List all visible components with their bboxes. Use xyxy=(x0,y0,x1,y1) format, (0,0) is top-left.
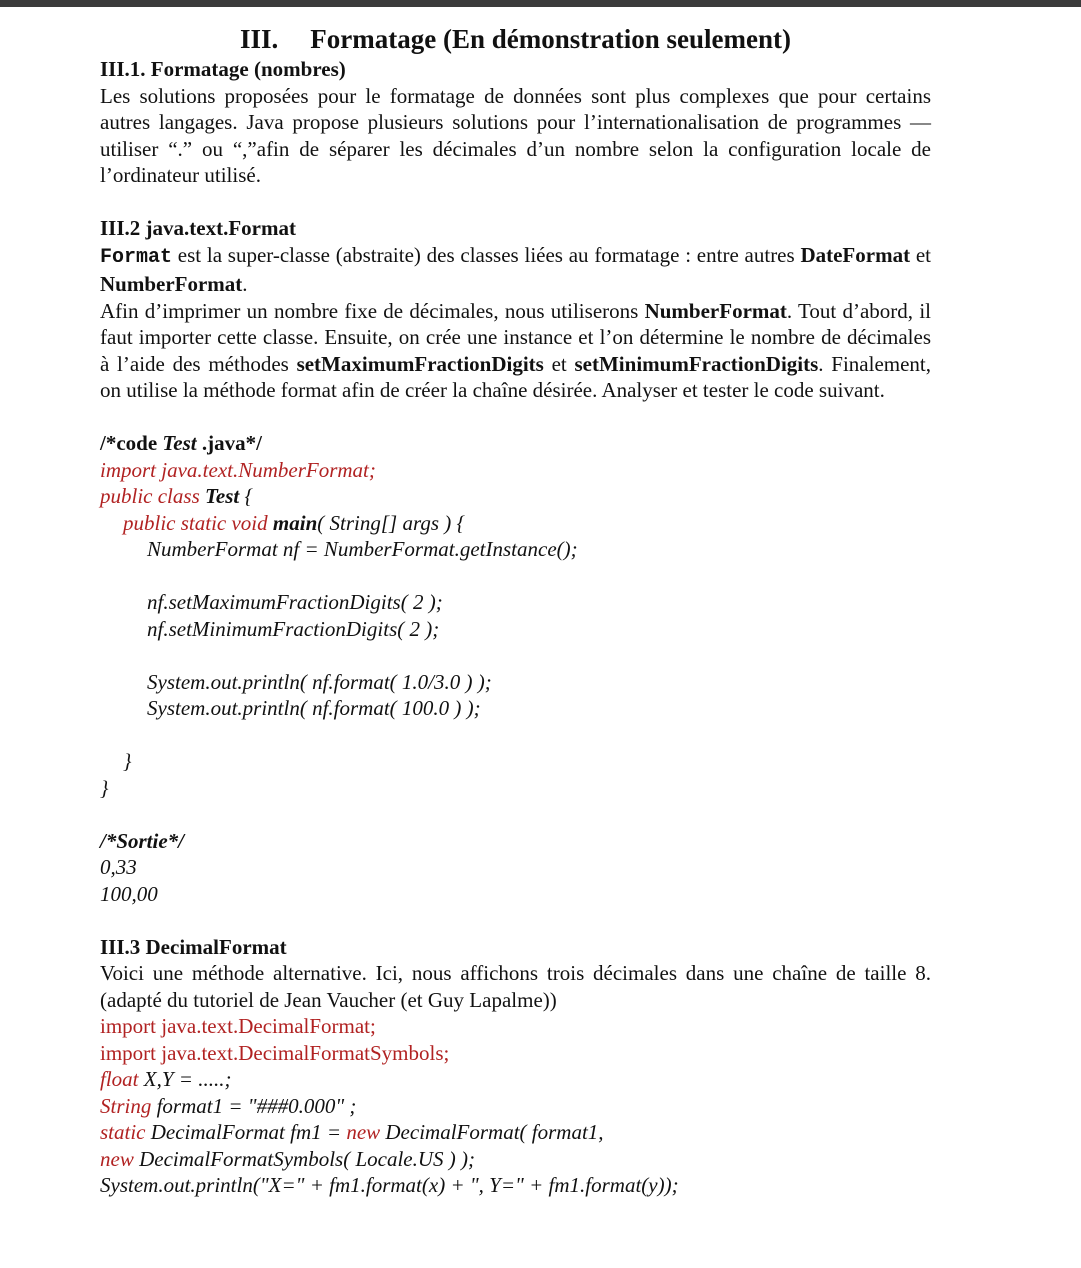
output-label: /*Sortie*/ xyxy=(100,828,185,853)
output-value: 0,33 xyxy=(100,855,137,879)
code-line: float X,Y = .....; xyxy=(100,1067,232,1091)
code-line: System.out.println("X=" + fm1.format(x) + ", Y=" + fm1.format(y)); xyxy=(100,1173,679,1197)
document-page xyxy=(100,22,931,1199)
code-main-line: public static void main( String[] args ) { xyxy=(123,510,465,535)
output-block xyxy=(100,828,931,908)
output-value: 100,00 xyxy=(100,881,158,906)
code-class-line: public class Test { xyxy=(100,484,253,508)
code-import-line: import java.text.DecimalFormat; xyxy=(100,1014,376,1038)
paragraph-format-class: Format est la super-classe (abstraite) des classes liées au formatage : entre autres DateFormat et NumberFormat. xyxy=(100,242,931,296)
paragraph-decimalformat: Voici une méthode alternative. Ici, nous affichons trois décimales dans une chaîne de taille 8. (adapté du tutoriel de Jean Vaucher (et Guy Lapalme)) xyxy=(100,961,931,1012)
paragraph-numberformat: Afin d’imprimer un nombre fixe de décimales, nous utiliserons NumberFormat. Tout d’abord, il faut importer cette classe. Ensuite, on crée une instance et l’on détermine le nombre de décimales à l’aide des méthodes setMaximumFractionDigits et setMinimumFractionDigits. Finalement, on utilise la méthode format afin de créer la chaîne désirée. Analyser et tester le code suivant. xyxy=(100,298,932,402)
code-block-decimalformat xyxy=(100,1013,931,1199)
subsection-heading-1: III.1. Formatage (nombres) xyxy=(100,57,346,81)
code-line: new DecimalFormatSymbols( Locale.US ) ); xyxy=(100,1146,476,1171)
code-import-line: import java.text.DecimalFormatSymbols; xyxy=(100,1040,450,1065)
paragraph-formatage: Les solutions proposées pour le formatage de données sont plus complexes que pour certains autres langages. Java propose plusieurs solutions pour l’internationalisation de programmes — utiliser “.” ou “,”afin de séparer les décimales d’un nombre selon la configuration locale de l’ordinateur utilisé. xyxy=(100,83,931,187)
subsection-heading-2: III.2 java.text.Format xyxy=(100,216,296,240)
code-line: nf.setMinimumFractionDigits( 2 ); xyxy=(147,616,440,641)
code-block-test xyxy=(100,430,931,801)
format-code-word: Format xyxy=(100,245,173,269)
code-line: System.out.println( nf.format( 1.0/3.0 ) ); xyxy=(147,669,492,694)
code-line: String format1 = "###0.000" ; xyxy=(100,1093,357,1118)
code-close-brace: } xyxy=(100,775,109,800)
code-line: NumberFormat nf = NumberFormat.getInstance(); xyxy=(147,537,578,561)
section-number: III. xyxy=(240,24,279,54)
section-title xyxy=(100,22,931,56)
window-top-bar xyxy=(0,0,1081,7)
code-line: System.out.println( nf.format( 100.0 ) ); xyxy=(147,696,481,720)
code-line: nf.setMaximumFractionDigits( 2 ); xyxy=(147,590,443,614)
code-close-brace: } xyxy=(123,749,132,773)
code-comment: /*code Test .java*/ xyxy=(100,431,262,455)
section-title-text: Formatage (En démonstration seulement) xyxy=(310,24,791,54)
code-line: static DecimalFormat fm1 = new DecimalFormat( format1, xyxy=(100,1120,604,1144)
subsection-heading-3: III.3 DecimalFormat xyxy=(100,934,287,959)
code-import-line: import java.text.NumberFormat; xyxy=(100,457,376,482)
